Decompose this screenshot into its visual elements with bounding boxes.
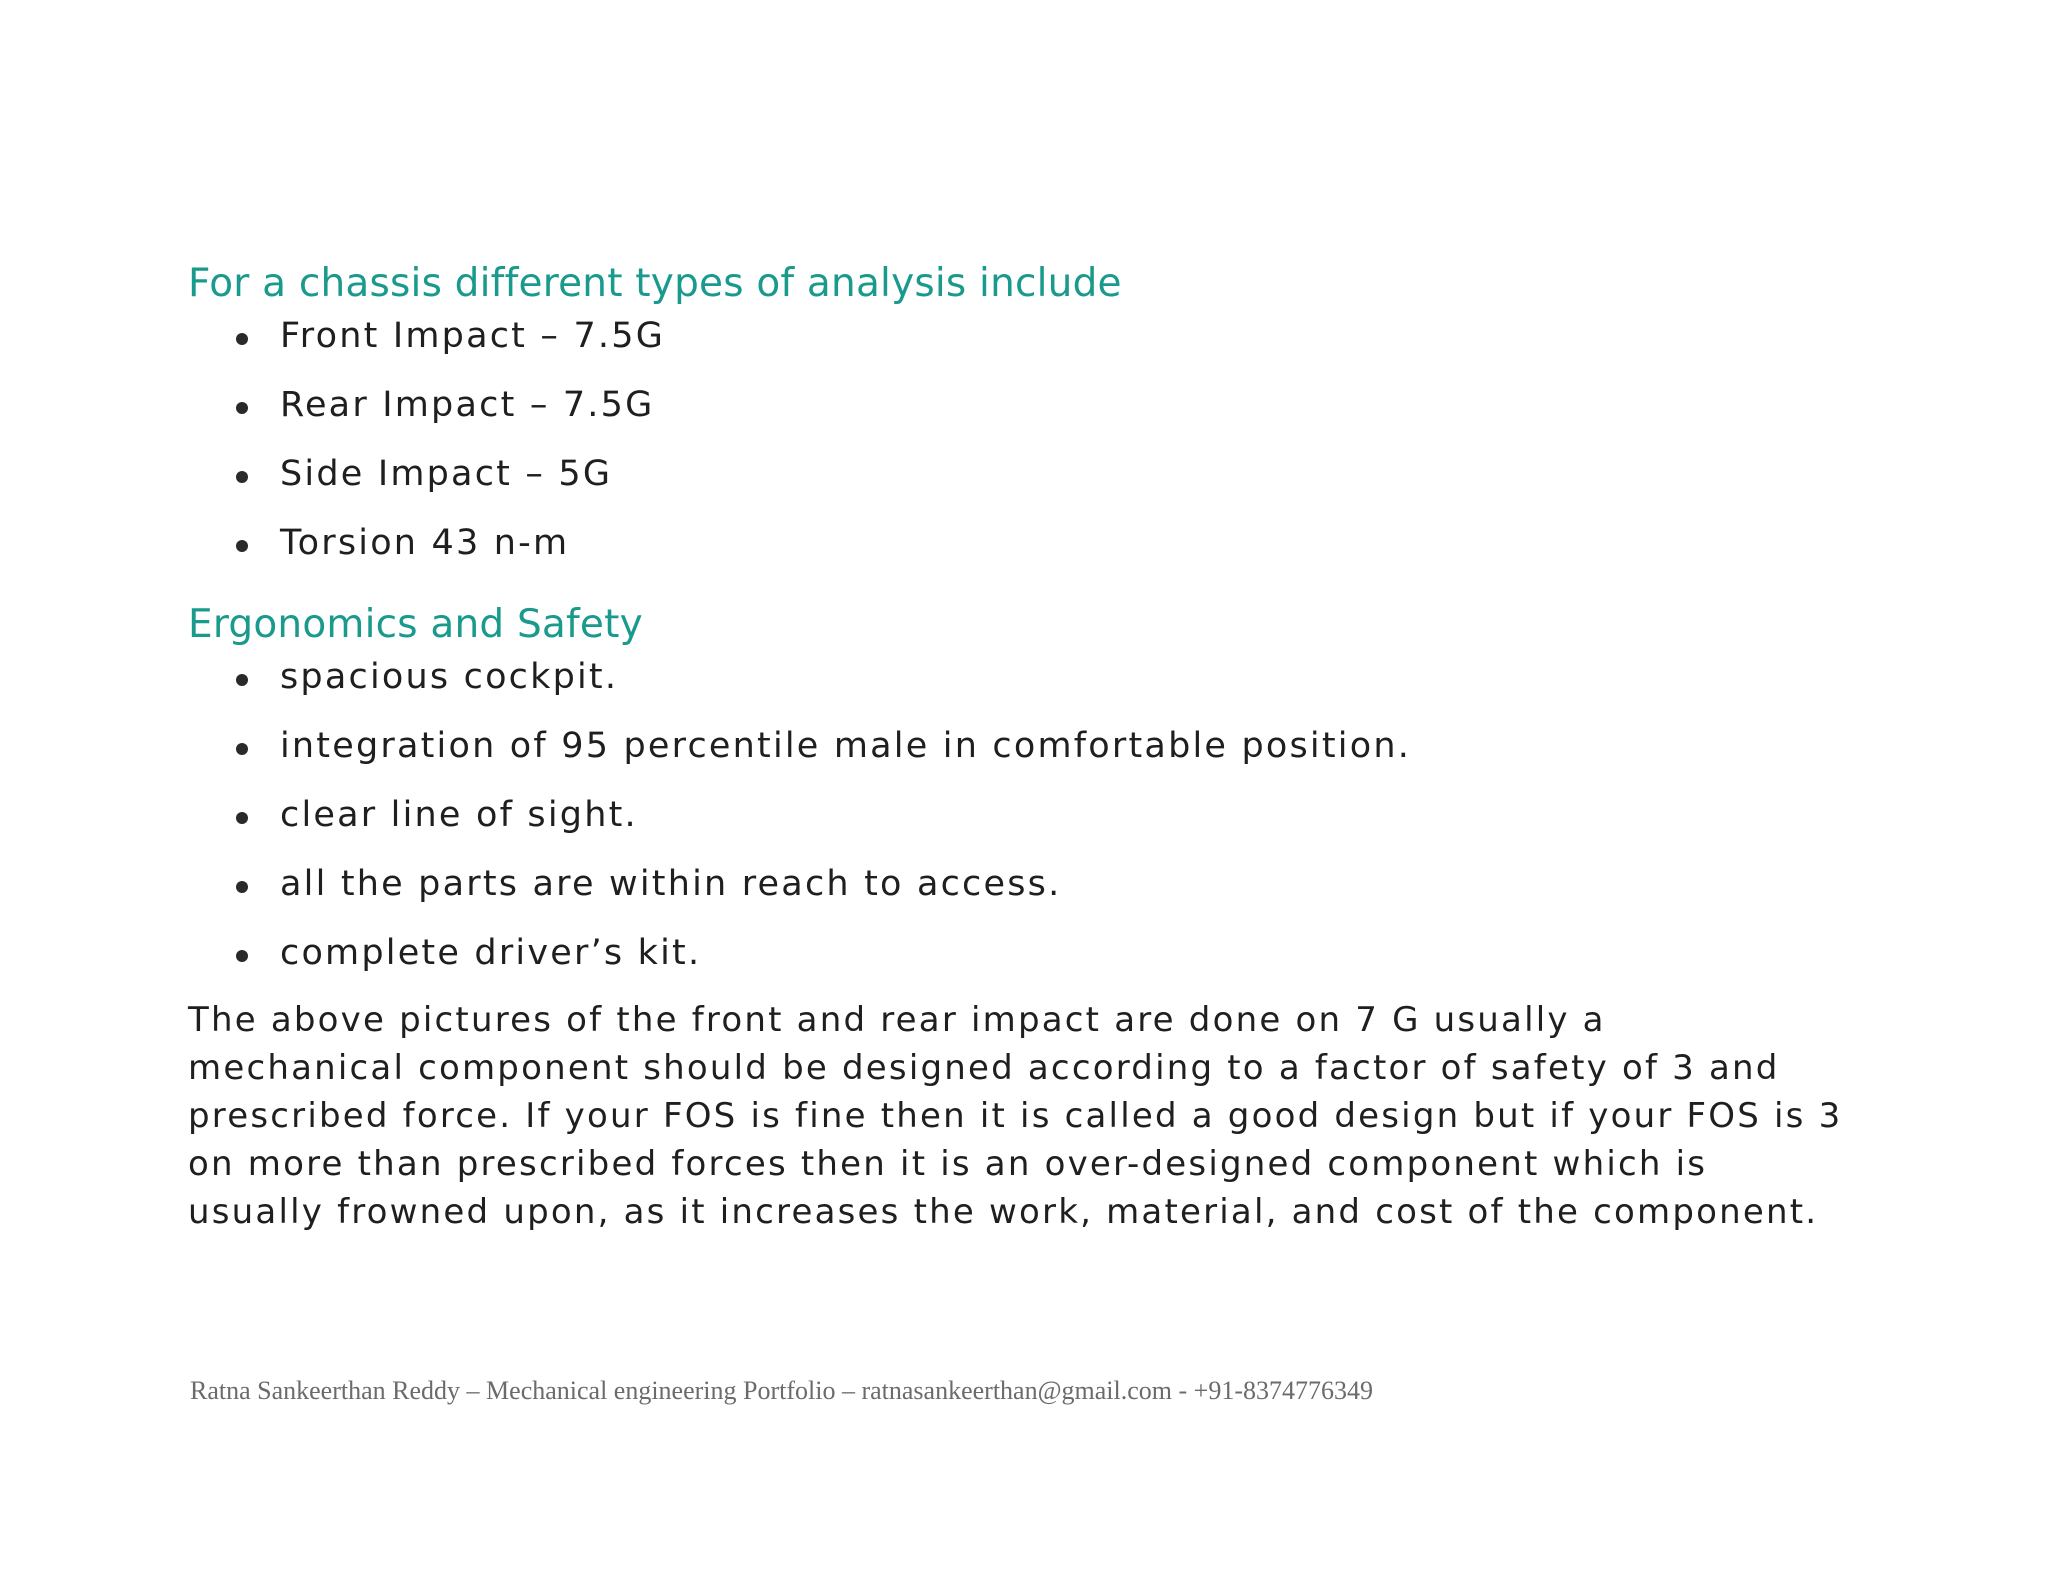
list-item-text: Front Impact – 7.5G xyxy=(280,316,666,356)
bullet-dot-icon xyxy=(236,812,248,824)
list-item xyxy=(0,860,2048,929)
list-item xyxy=(0,312,2048,381)
paragraph-line: The above pictures of the front and rear impact are done on 7 G usually a xyxy=(188,1000,1606,1040)
section-heading-chassis-analysis: For a chassis different types of analysis include xyxy=(188,261,1122,306)
bullet-dot-icon xyxy=(236,333,248,345)
bullet-dot-icon xyxy=(236,674,248,686)
list-item xyxy=(0,791,2048,860)
list-item xyxy=(0,722,2048,791)
bullet-dot-icon xyxy=(236,881,248,893)
ergonomics-safety-list xyxy=(0,653,2048,998)
paragraph-line: usually frowned upon, as it increases the work, material, and cost of the component. xyxy=(188,1192,1819,1232)
list-item xyxy=(0,653,2048,722)
bullet-dot-icon xyxy=(236,471,248,483)
list-item-text: spacious cockpit. xyxy=(280,657,619,697)
list-item-text: complete driver’s kit. xyxy=(280,933,702,973)
page-footer: Ratna Sankeerthan Reddy – Mechanical engineering Portfolio – ratnasankeerthan@gmail.com - +91-8374776349 xyxy=(190,1376,1373,1405)
list-item-text: Rear Impact – 7.5G xyxy=(280,385,655,425)
bullet-dot-icon xyxy=(236,402,248,414)
list-item xyxy=(0,450,2048,519)
list-item-text: Side Impact – 5G xyxy=(280,454,613,494)
bullet-dot-icon xyxy=(236,743,248,755)
bullet-dot-icon xyxy=(236,950,248,962)
list-item xyxy=(0,929,2048,998)
list-item xyxy=(0,519,2048,588)
paragraph-line: on more than prescribed forces then it is an over-designed component which is xyxy=(188,1144,1708,1184)
paragraph-line: prescribed force. If your FOS is fine then it is called a good design but if your FOS is 3 xyxy=(188,1096,1843,1136)
list-item xyxy=(0,381,2048,450)
fos-explanation-paragraph xyxy=(188,996,1908,1236)
section-heading-ergonomics-safety: Ergonomics and Safety xyxy=(188,602,643,647)
list-item-text: integration of 95 percentile male in comfortable position. xyxy=(280,726,1412,766)
list-item-text: Torsion 43 n-m xyxy=(280,523,570,563)
list-item-text: clear line of sight. xyxy=(280,795,638,835)
list-item-text: all the parts are within reach to access. xyxy=(280,864,1062,904)
bullet-dot-icon xyxy=(236,540,248,552)
paragraph-line: mechanical component should be designed according to a factor of safety of 3 and xyxy=(188,1048,1780,1088)
chassis-analysis-list xyxy=(0,312,2048,588)
